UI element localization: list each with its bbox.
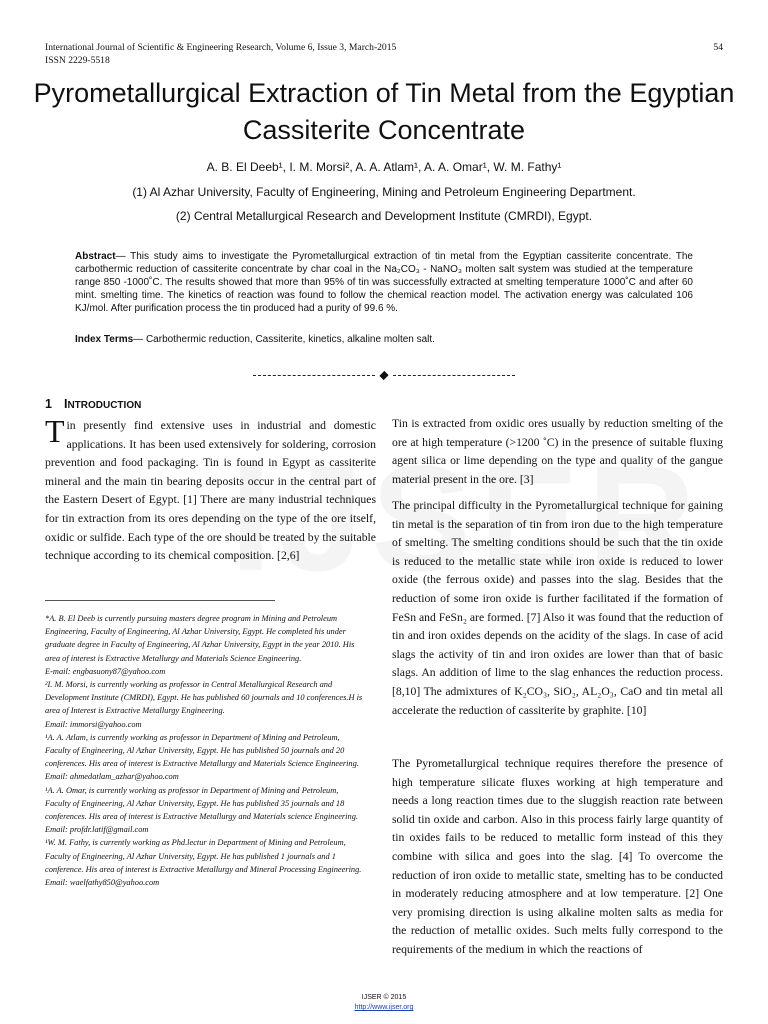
body-paragraph-3: The Pyrometallurgical technique requires therefore the presence of high temperature silicate fluxes working at high temperature and needs a long reaction times due to the sluggish reaction rate between solid tin oxide and carbon. Also in this process fairly large quantity of tin oxides fails to be reduced to metallic form instead of this they combine with silica and goes into the slag. [4] To overcome the reduction of iron oxide to metallic state, smelting has to be conducted in moderately reducing atmosphere and at low temperature. [2] One very promising direction is using alkaline molten salts as media for the reduction of metallic oxides. Such melts fully correspond to the requirements of the medium in which the reactions of (392, 757, 723, 956)
author-footnotes (45, 612, 365, 889)
body-paragraph-1: Tin is extracted from oxidic ores usually by reduction smelting of the ore at high temperature (>1200 ˚C) in the presence of suitable fluxing agent silica or lime depending on the type and quality of the gangue material present in the ore. [3] (392, 417, 723, 486)
section-heading (45, 397, 141, 411)
affiliation-2: (2) Central Metallurgical Research and Development Institute (CMRDI), Egypt. (175, 209, 593, 223)
index-terms-label: Index Terms (75, 334, 134, 345)
index-terms (75, 333, 693, 346)
page-number: 54 (713, 42, 723, 53)
footnote-4-email: Email: profdr.latif@gmail.com (45, 825, 149, 835)
body-paragraph-2: The principal difficulty in the Pyrometallurgical technique for gaining tin metal is the separation of tin from iron due to the high temperature of smelting. The smelting conditions should be such that the tin oxide is reduced to the metallic state while iron oxide is reduced to lower oxide (the ferrous oxide) and passes into the slag. Besides that the reduction of some iron oxide is further facilitated if the formation of FeSn and FeSn₂ are formed. [7] Also it was found that the reduction of tin and iron oxides depends on the acidity of the slags. In case of acid slags the activity of tin and iron oxides are lower than that of basic slags. An addition of lime to the slag enhances the reduction process. [8,10] The admixtures of K₂CO₃, SiO₂, AL₂O₃, CaO and tin metal all accelerate the reduction of cassiterite by graphite. [10] (392, 499, 723, 717)
paper-title: Pyrometallurgical Extraction of Tin Metal from the Egyptian Cassiterite Concentrate (33, 78, 735, 145)
footnote-4: ¹A. A. Omar, is currently working as professor in Department of Mining and Petroleum, Faculty of Engineering, Al Azhar University, Egypt. He has published 35 journals and 18 conferences. His area of interest is Extractive Metallurgy and Materials science Engineering. (45, 785, 358, 822)
issn: ISSN 2229-5518 (45, 55, 110, 66)
copyright: IJSER © 2015 (361, 994, 407, 1001)
index-terms-text: — Carbothermic reduction, Cassiterite, kinetics, alkaline molten salt. (133, 334, 435, 345)
footnote-3: ¹A. A. Atlam, is currently working as professor in Department of Mining and Petroleum, Faculty of Engineering, Al Azhar University, Egypt. He has published 50 journals and 20 conferences. His area of interest is Extractive Metallurgy and Materials Science Engineering. (45, 732, 359, 769)
drop-cap: T (45, 413, 65, 449)
intro-paragraph (45, 413, 376, 566)
journal-link[interactable]: http://www.ijser.org (354, 1004, 414, 1011)
abstract-text: — This study aims to investigate the Pyrometallurgical extraction of tin metal from the Egyptian cassiterite concentrate. The carbothermic reduction of cassiterite concentrate by char coal in the Na₂CO₃ - NaNO₃ molten salt system was studied at the temperature range 850 -1000˚C. The results showed that more than 95% of tin was successfully extracted at smelting temperature 1000˚C and after 60 mint. smelting time. The kinetics of reaction was found to follow the chemical reaction model. The activation energy was calculated 106 KJ/mol. After purification process the tin produced had a purity of 99.6 %. (75, 251, 693, 314)
separator-dash-left (253, 375, 375, 376)
footnote-rule (45, 600, 275, 601)
abstract (75, 250, 693, 315)
abstract-label: Abstract (75, 251, 116, 262)
footnote-3-email: Email: ahmedatlam_azhar@yahoo.com (45, 772, 179, 782)
footnote-5-email: Email: waelfathy850@yahoo.com (45, 878, 160, 888)
section-separator (253, 367, 515, 383)
section-title-rest: NTRODUCTION (67, 400, 142, 411)
separator-dash-right (393, 375, 515, 376)
intro-text: in presently find extensive uses in industrial and domestic applications. It has been used extensively for soldering, corrosion prevention and food packaging. Tin is found in Egypt as cassiterite mineral and the main tin bearing deposits occur in the central part of the Eastern Desert of Egypt. [1] There are many industrial techniques for tin extraction from its ores depending on the type of the ore itself, oxidic or sulfide. Each type of the ore should be treated by the suitable technique according to its chemical composition. [2,6] (45, 419, 376, 563)
journal-line: International Journal of Scientific & Engineering Research, Volume 6, Issue 3, March-2015 (45, 42, 397, 53)
page-footer (0, 993, 768, 1013)
diamond-icon (379, 370, 388, 379)
footnote-2: ²I. M. Morsi, is currently working as professor in Central Metallurgical Research and Development Institute (CMRDI), Egypt. He has published 60 journals and 10 conferences.H is area of Interest is Extractive Metallurgy Engineering. (45, 680, 363, 716)
section-number: 1 (45, 397, 52, 411)
footnote-1: *A. B. El Deeb is currently pursuing masters degree program in Mining and Petroleum Engineering, Faculty of Engineering, Al Azhar University, Egypt. He completed his under graduate degree in Faculty of Engineering, Al Azhar University, Egypt in the year 2010. His area of interest is Extractive Metallurgy and Materials Science Engineering. (45, 614, 355, 663)
affiliation-1: (1) Al Azhar University, Faculty of Engineering, Mining and Petroleum Engineering Department. (132, 185, 636, 199)
footnote-1-email: E-mail: engbasuony87@yahoo.com (45, 666, 166, 676)
section-title-initial: I (63, 397, 68, 411)
footnote-2-email: Email: immorsi@yahoo.com (45, 719, 142, 729)
running-header (45, 41, 723, 67)
footnote-5: ¹W. M. Fathy, is currently working as Phd.lectur in Department of Mining and Petroleum, Faculty of Engineering, Al Azhar University, Egypt. He has published 1 journals and 1 conference. His area of interest is Extractive Metallurgy and Mineral Processing Engineering. (45, 838, 362, 874)
author-list: A. B. El Deeb¹, I. M. Morsi², A. A. Atlam¹, A. A. Omar¹, W. M. Fathy¹ (206, 160, 562, 174)
